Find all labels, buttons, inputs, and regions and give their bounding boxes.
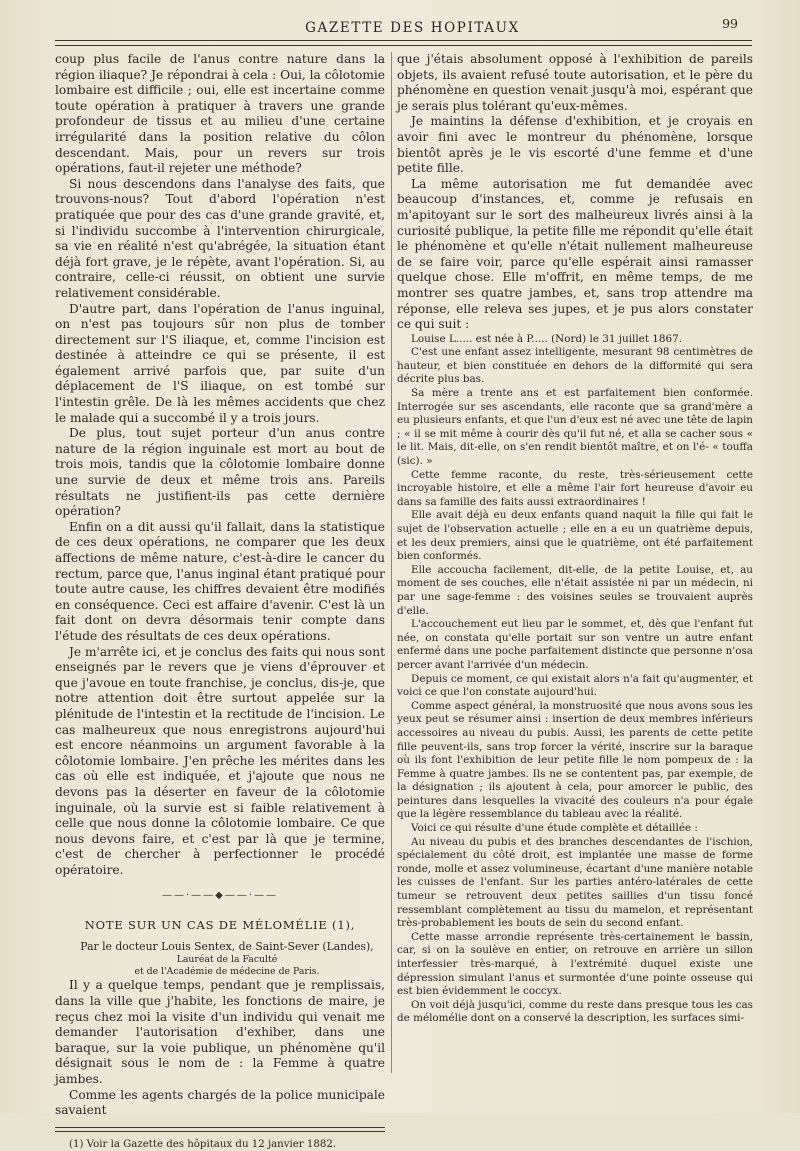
- left-column: [55, 52, 385, 1150]
- observation-paragraph: Depuis ce moment, ce qui existait alors n'a fait qu'augmenter, et voici ce que l'on constate aujourd'hui.: [397, 672, 753, 699]
- footnote-rule: [55, 1127, 385, 1128]
- observation-paragraph: Elle accoucha facilement, dit-elle, de la petite Louise, et, au moment de ses couches, elle n'était assistée ni par un médecin, ni par une sage-femme : des voisines seules se trouvaient auprès d'elle.: [397, 563, 753, 617]
- right-paragraph-3: La même autorisation me fut demandée avec beaucoup d'instances, et, comme je refusais en m'apitoyant sur le sort des malheureux livrés ainsi à la curiosité publique, la petite fille me répondit qu'elle était le phénomène et qu'elle n'était nullement malheureuse de se faire voir, parce qu'elle espérait ainsi ramasser quelque chose. Elle m'offrit, en même temps, de me montrer ses quatre jambes, et, sans trop attendre ma réponse, elle releva ses jupes, et je pus alors constater ce qui suit :: [397, 176, 753, 332]
- observation-paragraph: L'accouchement eut lieu par le sommet, et, dès que l'enfant fut née, on constata qu'elle portait sur son ventre un autre enfant enfermé dans une poche parfaitement distincte que personne n'osa percer avant l'arrivée d'un médecin.: [397, 618, 753, 671]
- left-paragraph-2: Si nous descendons dans l'analyse des faits, que trouvons-nous? Tout d'abord l'opération n'est pratiquée que pour des cas d'une grande gravité, et, si l'individu succombe à l'intervention chirurgicale, sa vie en réalité n'est qu'abrégée, la situation étant déjà fort grave, je le répète, avant l'opération. Si, au contraire, celle-ci réussit, on obtient une survie relativement considérable.: [55, 176, 385, 300]
- observation-paragraph: Sa mère a trente ans et est parfaitement bien conformée. Interrogée sur ses ascendants, elle raconte que sa grand'mère a eu plusieurs enfants, et que l'un d'eux est né avec une tête de lapin ; « il se mit même à courir dès qu'il fut né, et alla se cacher sous « le lit. Mais, dit-elle, on s'en rendit bientôt maître, et on l'é- « touffa (sic). »: [397, 387, 753, 468]
- footnote-rule-2: [55, 1131, 385, 1132]
- footnote: (1) Voir la Gazette des hôpitaux du 12 janvier 1882.: [69, 1138, 337, 1150]
- left-paragraph-6: Je m'arrête ici, et je conclus des faits qui nous sont enseignés par le revers que je viens d'éprouver et que j'avoue en toute franchise, je conclus, dis-je, que notre attention doit être surtout appelée sur la plénitude de l'intestin et la rectitude de l'incision. Le cas malheureux que nous enregistrons aujourd'hui est encore néanmoins un argument favorable à la côlotomie lombaire. J'en prêche les mérites dans les cas où elle est indiquée, et j'ajoute que nous ne devons pas la déserter en faveur de la côlotomie inguinale, où la survie est si faible relativement à celle que nous donne la côlotomie lombaire. Ce que nous devons faire, et c'est par là que je termine, c'est de chercher à perfectionner le procédé opératoire.: [55, 644, 385, 877]
- note-paragraph-2: Comme les agents chargés de la police municipale savaient: [55, 1087, 385, 1118]
- observation-paragraph: Louise L..... est née à P..... (Nord) le 31 juillet 1867.: [411, 332, 683, 345]
- observation-block: [397, 333, 753, 1026]
- right-paragraph-2: Je maintins la défense d'exhibition, et je croyais en avoir fini avec le montreur du phénomène, lorsque bientôt après je le vis escorté d'une femme et d'une petite fille.: [397, 114, 753, 176]
- observation-paragraph: Cette femme raconte, du reste, très-sérieusement cette incroyable histoire, et elle a même l'air fort heureuse d'avoir eu dans sa famille des faits aussi extraordinaires !: [397, 468, 753, 508]
- journal-title: GAZETTE DES HOPITAUX: [305, 20, 520, 36]
- note-byline-laureate: Lauréat de la Faculté: [176, 953, 278, 965]
- page-number: 99: [722, 16, 738, 31]
- observation-paragraph: Au niveau du pubis et des branches descendantes de l'ischion, spécialement du côté droit, est implantée une masse de forme ronde, molle et assez volumineuse, écartant d'une manière notable les cuisses de l'enfant. Sur les parties antéro-latérales de cette tumeur se retrouvent deux petites saillies d'un tissu foncé ressemblant complètement au tissu du mamelon, et représentant très-probablement les bouts de sein du second enfant.: [397, 835, 753, 930]
- observation-paragraph: On voit déjà jusqu'ici, comme du reste dans presque tous les cas de mélomélie dont on a conservé la description, les surfaces simi-: [397, 998, 753, 1025]
- observation-paragraph: Comme aspect général, la monstruosité que nous avons sous les yeux peut se résumer ainsi : insertion de deux membres inférieurs accessoires au niveau du pubis. Aussi, les parents de cette petite fille peuvent-ils, sans trop forcer la vérité, inscrire sur la baraque où ils font l'exhibition de leur petite fille le nom pompeux de : la Femme à quatre jambes. Ils ne se contentent pas, par exemple, de la désignation ; ils ajoutent à cela, pour amorcer le public, des peintures dans lesquelles la vivacité des couleurs n'a pour égale que la légère ressemblance du tableau avec la réalité.: [397, 699, 753, 821]
- right-paragraph-1: que j'étais absolument opposé à l'exhibition de pareils objets, ils avaient refusé toute autorisation, et le père du phénomène en question venait jusqu'à moi, espérant que je serais plus tolérant qu'eux-mêmes.: [397, 52, 753, 113]
- observation-paragraph: C'est une enfant assez intelligente, mesurant 98 centimètres de hauteur, et bien constituée en dehors de la difformité qui sera décrite plus bas.: [397, 346, 753, 386]
- column-separator: [391, 52, 392, 1073]
- note-title: NOTE SUR UN CAS DE MÉLOMÉLIE (1),: [84, 918, 356, 933]
- page-header: [55, 16, 770, 42]
- left-paragraph-5: Enfin on a dit aussi qu'il fallait, dans la statistique de ces deux opérations, ne comparer que les deux affections de même nature, c'est-à-dire le cancer du rectum, parce que, l'anus inginal étant pratiqué pour toute autre cause, les chiffres devaient être modifiés en conséquence. Ceci est affaire d'avenir. C'est là un fait dont on devra désormais tenir compte dans l'étude des résultats de ces deux opérations.: [55, 519, 385, 643]
- observation-paragraph: Cette masse arrondie représente très-certainement le bassin, car, si on la soulève en entier, on retrouve en arrière un sillon interfessier très-marqué, à l'extrémité duquel existe une dépression simulant l'anus et surmontée d'une pointe osseuse qui est bien évidemment le coccyx.: [397, 930, 753, 998]
- observation-paragraph: Voici ce qui résulte d'une étude complète et détaillée :: [411, 822, 698, 835]
- section-ornament: ——·——◆——·——: [161, 890, 279, 902]
- note-byline-academy: et de l'Académie de médecine de Paris.: [134, 966, 320, 978]
- right-column: [397, 52, 753, 1083]
- header-double-rule: [55, 40, 752, 46]
- note-paragraph-1: Il y a quelque temps, pendant que je remplissais, dans la ville que j'habite, les fonctions de maire, je reçus chez moi la visite d'un individu qui venait me demander l'autorisation d'exhiber, dans une baraque, sur la voie publique, un phénomène qu'il désignait sous le nom de : la Femme à quatre jambes.: [55, 978, 385, 1087]
- left-paragraph-4: De plus, tout sujet porteur d'un anus contre nature de la région inguinale est mort au bout de trois mois, tandis que la côlotomie lombaire donne une survie de deux et même trois ans. Pareils résultats ne justifient-ils pas cette dernière opération?: [55, 426, 385, 519]
- note-byline: Par le docteur Louis Sentex, de Saint-Sever (Landes),: [80, 939, 374, 953]
- left-paragraph-3: D'autre part, dans l'opération de l'anus inguinal, on n'est pas toujours sûr non plus de tomber directement sur l'S iliaque, et, comme l'incision est destinée à atteindre ce qui se présente, il est également arrivé parfois que, par suite d'un déplacement de l'S iliaque, on est tombé sur l'intestin grêle. De là les mêmes accidents que chez le malade qui a succombé il y a trois jours.: [55, 301, 385, 425]
- observation-paragraph: Elle avait déjà eu deux enfants quand naquit la fille qui fait le sujet de l'observation actuelle ; elle en a eu un quatrième depuis, et les deux premiers, ainsi que le quatrième, ont été parfaitement bien conformés.: [397, 509, 753, 563]
- left-paragraph-1: coup plus facile de l'anus contre nature dans la région iliaque? Je répondrai à cela : Oui, la côlotomie lombaire est difficile ; oui, elle est incertaine comme toute opération à pratiquer à travers une grande profondeur de tissus et au milieu d'une certaine irrégularité dans la position relative du côlon descendant. Mais, pour un revers sur trois opérations, faut-il rejeter une méthode?: [55, 52, 385, 176]
